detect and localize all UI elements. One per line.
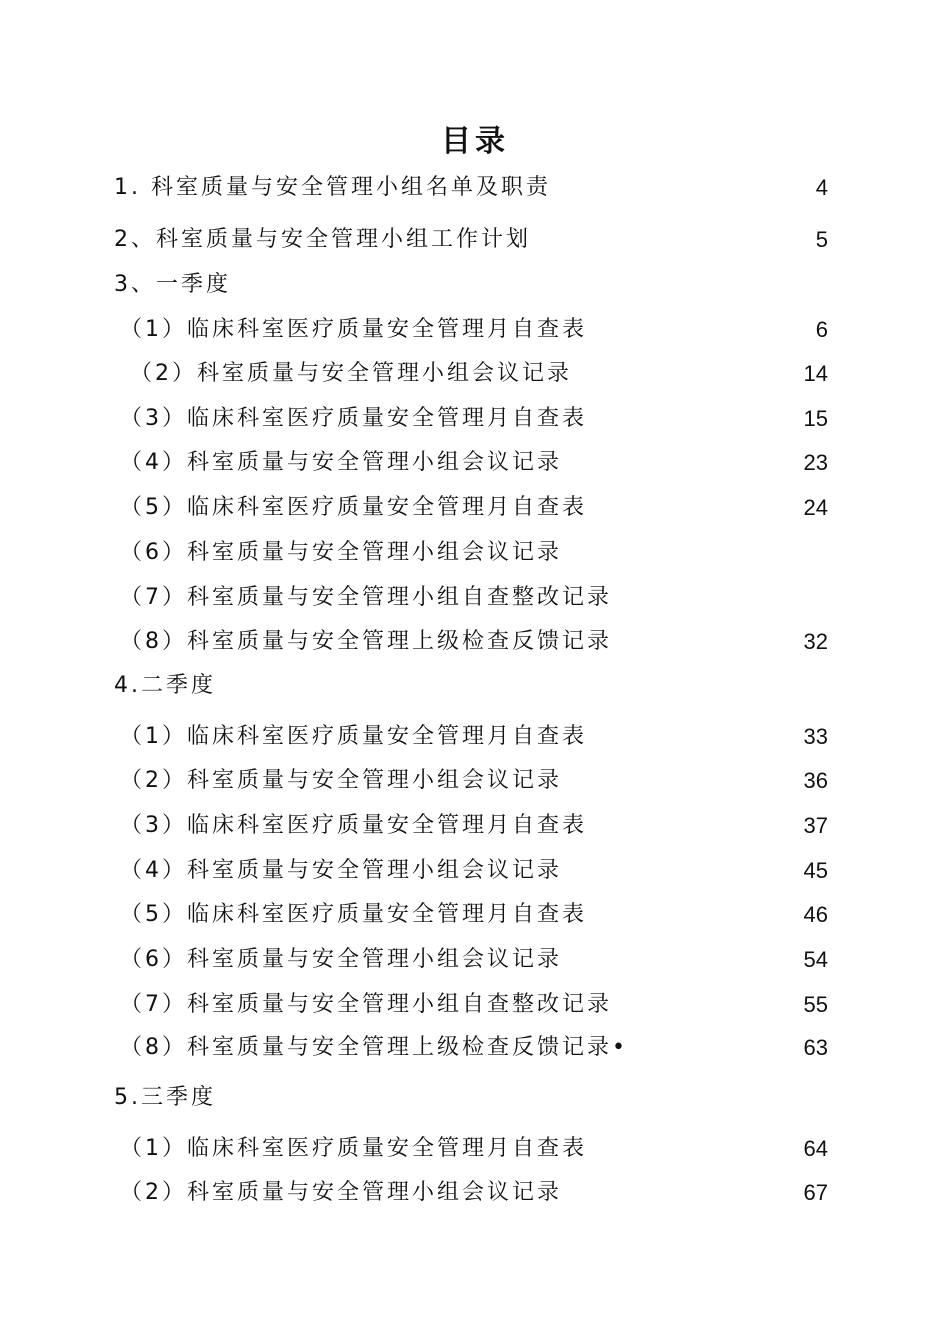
toc-entry-label: 3、一季度	[114, 272, 231, 297]
toc-entry-label: （5）临床科室医疗质量安全管理月自查表	[120, 902, 587, 927]
toc-entry-label: 1. 科室质量与安全管理小组名单及职责	[114, 175, 551, 200]
toc-entry-label: （4）科室质量与安全管理小组会议记录	[120, 858, 562, 883]
toc-entry-label: （8）科室质量与安全管理上级检查反馈记录	[120, 629, 612, 654]
toc-entry-page: 15	[803, 406, 828, 431]
toc-entry[interactable]	[0, 895, 950, 935]
toc-entry[interactable]	[0, 399, 950, 439]
toc-entry-label: （4）科室质量与安全管理小组会议记录	[120, 450, 562, 475]
toc-entry[interactable]	[0, 533, 950, 573]
toc-entry-page: 33	[803, 724, 828, 749]
toc-entry[interactable]	[0, 985, 950, 1025]
toc-section-heading	[0, 265, 950, 305]
toc-entry-page: 67	[803, 1180, 828, 1205]
toc-entry-label: （7）科室质量与安全管理小组自查整改记录	[120, 585, 612, 610]
toc-entry-label: （2）科室质量与安全管理小组会议记录	[120, 768, 562, 793]
toc-entry-label: 4.二季度	[114, 673, 216, 698]
toc-entry-label: 5.三季度	[114, 1085, 216, 1110]
toc-entry-label: （2）科室质量与安全管理小组会议记录	[130, 361, 572, 386]
toc-entry[interactable]	[0, 717, 950, 757]
toc-entry[interactable]	[0, 310, 950, 350]
toc-entry-page: 23	[803, 450, 828, 475]
toc-entry-label: （5）临床科室医疗质量安全管理月自查表	[120, 495, 587, 520]
toc-entry[interactable]	[0, 1028, 950, 1068]
toc-entry-label: （3）临床科室医疗质量安全管理月自查表	[120, 813, 587, 838]
toc-entry-label: （1）临床科室医疗质量安全管理月自查表	[120, 317, 587, 342]
toc-entry[interactable]	[0, 1129, 950, 1169]
toc-entry[interactable]	[0, 578, 950, 618]
toc-entry-page: 37	[803, 813, 828, 838]
toc-entry-label: （2）科室质量与安全管理小组会议记录	[120, 1180, 562, 1205]
toc-entry[interactable]	[0, 806, 950, 846]
toc-entry[interactable]	[0, 168, 950, 208]
toc-entry[interactable]	[0, 1173, 950, 1213]
toc-entry-page: 46	[803, 902, 828, 927]
toc-entry[interactable]	[0, 622, 950, 662]
toc-entry-page: 32	[803, 629, 828, 654]
toc-title: 目录	[441, 124, 509, 159]
toc-entry[interactable]	[0, 761, 950, 801]
toc-entry-label: （8）科室质量与安全管理上级检查反馈记录•	[120, 1035, 628, 1060]
toc-entry[interactable]	[0, 851, 950, 891]
toc-entry-page: 6	[815, 317, 828, 342]
toc-entry[interactable]	[0, 488, 950, 528]
toc-entry-page: 64	[803, 1136, 828, 1161]
toc-entry-page: 5	[815, 227, 828, 252]
toc-entry-label: （6）科室质量与安全管理小组会议记录	[120, 947, 562, 972]
toc-entry-page: 4	[815, 175, 828, 200]
toc-entry-page: 36	[803, 768, 828, 793]
toc-section-heading	[0, 1078, 950, 1118]
toc-entry-page: 63	[803, 1035, 828, 1060]
toc-section-heading	[0, 666, 950, 706]
toc-entry-label: （7）科室质量与安全管理小组自查整改记录	[120, 992, 612, 1017]
toc-entry-label: （1）临床科室医疗质量安全管理月自查表	[120, 1136, 587, 1161]
toc-entry-label: （6）科室质量与安全管理小组会议记录	[120, 540, 562, 565]
toc-entry-page: 24	[803, 495, 828, 520]
toc-entry-page: 45	[803, 858, 828, 883]
toc-entry-label: （1）临床科室医疗质量安全管理月自查表	[120, 724, 587, 749]
toc-entry[interactable]	[0, 220, 950, 260]
toc-entry[interactable]	[0, 443, 950, 483]
toc-entry[interactable]	[0, 354, 950, 394]
toc-entry-page: 54	[803, 947, 828, 972]
toc-entry-page: 55	[803, 992, 828, 1017]
toc-entry-label: （3）临床科室医疗质量安全管理月自查表	[120, 406, 587, 431]
toc-entry[interactable]	[0, 940, 950, 980]
toc-entry-label: 2、科室质量与安全管理小组工作计划	[114, 227, 531, 252]
toc-entry-page: 14	[803, 361, 828, 386]
